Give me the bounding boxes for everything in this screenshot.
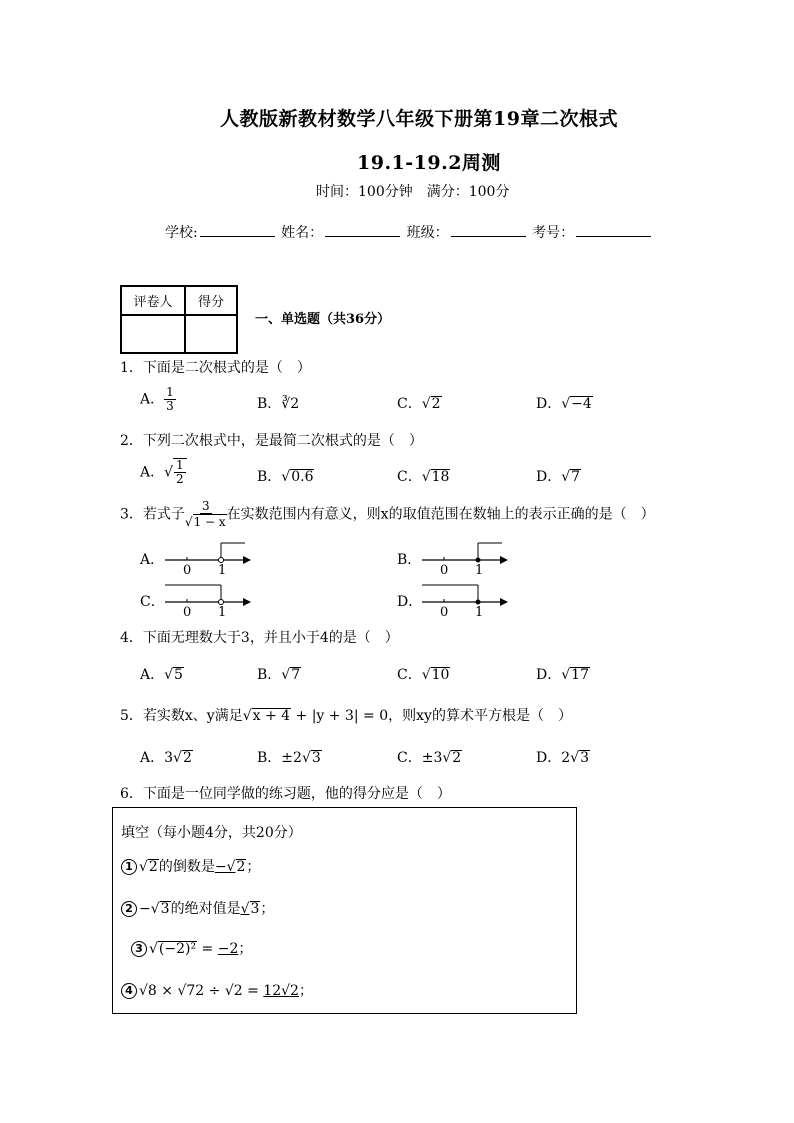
q3-option-a-label[interactable]: A． [140, 552, 165, 568]
q2-option-b[interactable]: B．√0.6 [257, 469, 314, 485]
exercise-box [112, 807, 577, 1014]
student-info-row [165, 222, 653, 242]
q4-option-b[interactable]: B．√7 [257, 667, 301, 683]
question-3-stem: 3．若式子 $\frac{3}{√1 - x}$ 在实数范围内有意义，则x的取值范围在数轴上的表示正确的是（ ） [120, 499, 655, 529]
svg-text:0: 0 [183, 563, 192, 578]
q4-option-d[interactable]: D．√17 [536, 667, 589, 683]
q3-option-c-numberline[interactable] [165, 582, 255, 622]
exercise-item-2: 2 −√3的绝对值是√3； [121, 898, 274, 918]
grader-header: 评卷人 [121, 286, 185, 315]
svg-text:0: 0 [183, 605, 192, 620]
q2-option-d[interactable]: D．√7 [536, 469, 581, 485]
q1-option-a[interactable]: A． $\frac{1}{3}$ [140, 385, 174, 413]
q1-option-d[interactable]: D．√−4 [536, 396, 592, 412]
question-1-stem: 1．下面是二次根式的是（ ） [120, 360, 311, 376]
svg-text:1: 1 [475, 605, 484, 620]
exercise-item-4: 4 √8 × √72 ÷ √2 = 12√2； [121, 980, 313, 1000]
q4-option-c[interactable]: C．√10 [397, 667, 450, 683]
circled-number-4: 4 [121, 983, 137, 999]
circled-number-2: 2 [121, 901, 137, 917]
exercise-item-1: 1 √2的倒数是−√2； [121, 856, 260, 876]
q2-option-a[interactable]: A．√ $\frac{1}{2}$ [140, 458, 187, 486]
document-subtitle: 19.1-19.2周测 [357, 152, 501, 174]
q3-option-c-label[interactable]: C． [140, 594, 165, 610]
q3-option-b-label[interactable]: B． [397, 552, 422, 568]
svg-text:1: 1 [218, 605, 227, 620]
question-2-stem: 2．下列二次根式中，是最简二次根式的是（ ） [120, 433, 423, 449]
svg-text:1: 1 [475, 563, 484, 578]
q3-option-d-label[interactable]: D． [397, 594, 423, 610]
class-label: 班级： [406, 225, 449, 241]
document-title: 人教版新教材数学八年级下册第19章二次根式 [220, 108, 618, 130]
q3-option-a-numberline[interactable] [165, 540, 255, 580]
q5-option-c[interactable]: C．±3√2 [397, 750, 462, 766]
name-label: 姓名： [281, 225, 324, 241]
q5-option-a[interactable]: A．3√2 [140, 750, 192, 766]
grader-cell[interactable] [121, 315, 185, 353]
q2-option-c[interactable]: C．√18 [397, 469, 450, 485]
circled-number-3: 3 [131, 941, 147, 957]
question-5-stem: 5．若实数x、y满足√x + 4 + |y + 3| = 0，则xy的算术平方根是（ ） [120, 708, 572, 724]
circled-number-1: 1 [121, 859, 137, 875]
school-label: 学校: [165, 225, 198, 241]
svg-text:0: 0 [440, 605, 449, 620]
section-heading: 一、单选题（共36分） [255, 312, 391, 327]
question-6-stem: 6．下面是一位同学做的练习题，他的得分应是（ ） [120, 786, 451, 802]
q3-option-d-numberline[interactable] [422, 582, 512, 622]
score-table [120, 285, 238, 354]
question-4-stem: 4．下面无理数大于3，并且小于4的是（ ） [120, 630, 399, 646]
score-header: 得分 [185, 286, 237, 315]
school-field[interactable] [200, 222, 275, 237]
score-cell[interactable] [185, 315, 237, 353]
exercise-item-3: 3 √(−2)² = −2； [131, 938, 252, 958]
name-field[interactable] [325, 222, 400, 237]
id-label: 考号： [532, 225, 575, 241]
exam-time-info: 时间：100分钟 满分：100分 [316, 184, 510, 200]
q3-option-b-numberline[interactable] [422, 540, 512, 580]
svg-text:1: 1 [218, 563, 227, 578]
q1-option-b[interactable]: B．∛2 [257, 396, 300, 412]
exercise-heading: 填空（每小题4分，共20分） [121, 825, 302, 841]
q1-option-c[interactable]: C．√2 [397, 396, 441, 412]
class-field[interactable] [451, 222, 526, 237]
svg-text:0: 0 [440, 563, 449, 578]
q5-option-b[interactable]: B．±2√3 [257, 750, 321, 766]
id-field[interactable] [576, 222, 651, 237]
q5-option-d[interactable]: D．2√3 [536, 750, 589, 766]
q4-option-a[interactable]: A．√5 [140, 667, 183, 683]
